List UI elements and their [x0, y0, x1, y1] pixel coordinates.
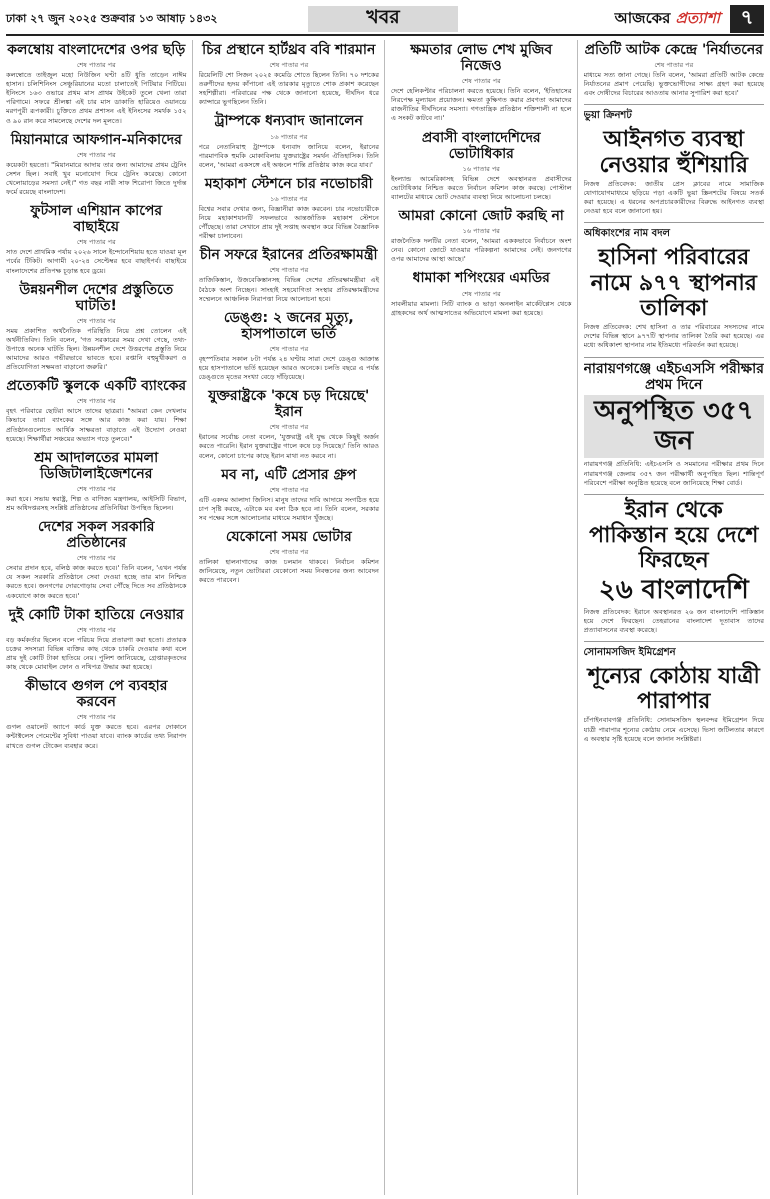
continued-label: শেষ পাতার পর — [461, 77, 501, 86]
story-body: নিজস্ব প্রতিবেদক: শেখ হাসিনা ও তার পরিবারের সদস্যদের নামে দেশের বিভিন্ন স্থানে ৯৭৭টি স্থাপনার তালিকা তৈরি করা হয়েছে। এর মধ্যে অধিকাংশ স্থাপনার নাম ইতিমধ্যে পরিবর্তন করা হয়েছে। — [583, 323, 764, 350]
column-2 — [199, 40, 386, 1195]
issue-date: ঢাকা ২৭ জুন ২০২৫ শুক্রবার ১৩ আষাঢ় ১৪৩২ — [6, 11, 218, 25]
continued-label: শেষ পাতার পর — [76, 61, 116, 70]
story-power-greed — [391, 42, 572, 124]
continued-label: ১৬ পাতার পর — [462, 164, 500, 173]
continued-label: ১৬ পাতার পর — [270, 132, 308, 141]
newspaper-logo — [615, 7, 720, 32]
story-body: মাধ্যমে সত্য জানা গেছে। তিনি বলেন, 'আমরা প্রতিটি আটক কেন্দ্রে নির্যাতনের প্রমাণ পেয়েছি। ভুক্তভোগীদের সাক্ষ্য গ্রহণ করা হয়েছে এবং দোষীদের বিচারের আওতায় আনার সুপারিশ করা হবে।' — [583, 71, 764, 98]
headline: ট্রাম্পকে ধন্যবাদ জানালেন — [214, 113, 363, 130]
continued-label: ১৬ পাতার পর — [270, 194, 308, 203]
divider — [584, 357, 765, 358]
story-no-alliance — [391, 208, 572, 264]
story-voter-anytime — [199, 529, 380, 585]
story-body: সাবলীয়ার মামলা। সিটি ব্যাংক ও ভাড়া অনলাইন মার্কেটপ্লেস থেকে গ্রাহকদের অর্থ আত্মসাতের অভিযোগে মামলা করা হয়েছে। — [391, 299, 572, 317]
continued-label: শেষ পাতার পর — [76, 397, 116, 406]
story-detention-centres — [584, 42, 765, 98]
continued-label: শেষ পাতার পর — [76, 625, 116, 634]
story-iran-slap — [199, 388, 380, 460]
headline: প্রবাসী বাংলাদেশিদের ভোটাধিকার — [421, 129, 541, 162]
story-futsal — [6, 203, 187, 275]
story-body: সাত দেশে প্রাথমিক পর্যায় ২০২৬ সালে ইন্দোনেশিয়ায় হতে যাওয়া মূল পর্বের টিকিট। আগামী ২০-২৪ সেপ্টেম্বর হবে বাছাইপর্ব। বাছাইয়ে বাংলাদেশের প্রতিপক্ষ চূড়ান্ত হবে ড্রয়ে। — [6, 248, 187, 275]
headline: আইনগত ব্যবস্থা নেওয়ার হুঁশিয়ারি — [599, 127, 748, 178]
story-body: কলম্বোতে তাইজুল মহো নিউজিন ঘণ্টা ৪টি ধুতি তাড়েন নাঈম হাসান। চলিশিনিংস সেঞ্চুরিয়ানের মতো চালাতেই পিটিয়ার পিটিয়ে। ইনিংসে ১৬৩ ওভারে প্রথম মাস প্রাথম উইকেট তুলে খেলা তারা পরিণামে। সফরে শ্রীলঙ্কা এই চার মাস ডাকাতি হারিয়েও ওয়ানডে মরণপুরী রূপকারী। চুক্তিতে প্রথম প্রশাসন এই ইনিংসের সমর্থক ১৫২ ও ৯০ রান করে সামলেছে দেশের দল মূলতে। — [6, 71, 187, 125]
continued-label: শেষ পাতার পর — [269, 344, 309, 353]
divider — [584, 222, 765, 223]
story-fake-screenshot — [584, 108, 765, 216]
headline: উন্নয়নশীল দেশের প্রস্তুতিতে ঘাটতি! — [19, 281, 174, 314]
headline: মিয়ানমারে আফগান-মনিকাদের — [10, 131, 182, 148]
headline: ফুটসাল এশিয়ান কাপের বাছাইয়ে — [30, 203, 163, 236]
headline: দেশের সকল সরকারি প্রতিষ্ঠানের — [38, 519, 155, 552]
headline: চীন সফরে ইরানের প্রতিরক্ষামন্ত্রী — [199, 247, 378, 264]
story-body: ইরানের সর্বোচ্চ নেতা বলেন, 'যুক্তরাষ্ট্র এই যুদ্ধ থেকে কিছুই অর্জন করতে পারেনি। ইরান যুক্তরাষ্ট্রের গালে কষে চড় দিয়েছে।' তিনি আরও বলেন, কোনো চাপের কাছে ইরান মাথা নত করবে না। — [198, 433, 379, 460]
story-govt-institutions — [6, 519, 187, 601]
story-body: সময় প্রকাশিত অর্থনৈতিক পরিস্থিতি নিয়ে প্রশ্ন তোলেন এই অর্থনীতিবিদ। তিনি বলেন, 'গত সরকারের সময় দেখা গেছে, তথ্য-উপাত্তে অনেক ঘাটতি ছিল। উন্নয়নশীল দেশে উত্তরণের প্রস্তুতি নিয়ে আমাদের আরও গভীরভাবে ভাবতে হবে। রপ্তানি বহুমুখীকরণ ও প্রতিযোগিতা সক্ষমতা বাড়ানো জরুরি।' — [6, 326, 187, 372]
headline: শ্রম আদালতের মামলা ডিজিটালাইজেশনের — [34, 449, 159, 482]
story-body: তালিকা হালনাগাদের কাজ চলমান থাকবে। নির্বাচন কমিশন জানিয়েছে, নতুন ভোটাররা যেকোনো সময় নিবন্ধনের জন্য আবেদন করতে পারবেন। — [198, 558, 379, 585]
story-iran-defence-china — [199, 247, 380, 303]
headline: প্রত্যেকটি স্কুলকে একটি ব্যাংকের — [6, 378, 187, 395]
continued-label: শেষ পাতার পর — [269, 485, 309, 494]
headline: কীভাবে গুগল পে ব্যবহার করবেন — [25, 678, 168, 711]
continued-label: শেষ পাতার পর — [269, 548, 309, 557]
story-pressure-group — [199, 467, 380, 523]
story-iran-returnees — [584, 498, 765, 635]
column-3 — [391, 40, 578, 1195]
continued-label: ১৬ পাতার পর — [462, 227, 500, 236]
story-bobby-sherman — [199, 42, 380, 107]
continued-label: শেষ পাতার পর — [76, 238, 116, 247]
story-dengue — [199, 310, 380, 382]
continued-label: শেষ পাতার পর — [76, 713, 116, 722]
headline: ডেঙ্গু: ২ জনের মৃত্যু, হাসপাতালে ভর্তি — [223, 309, 354, 342]
headline: যেকোনো সময় ভোটার — [225, 529, 352, 545]
story-body: রিয়েলিটি শো সিজন ২০২৫ কমেডি শোতে ছিলেন তিনি। ৭০ দশকের তরুণীদের হৃদয় কাঁপানো এই তারকার মৃত্যুতে শোক প্রকাশ করেছেন সহশিল্পীরা। পরিবারের পক্ষ থেকে জানানো হয়েছে, দীর্ঘদিন ধরে ক্যান্সারে ভুগছিলেন তিনি। — [198, 71, 379, 107]
continued-label: শেষ পাতার পর — [269, 61, 309, 70]
divider — [584, 494, 765, 495]
headline: মব না, এটি প্রেসার গ্রুপ — [221, 466, 357, 483]
logo-accent-text: প্রত্যাশা — [675, 8, 720, 27]
story-colombo — [6, 42, 187, 126]
story-google-pay — [6, 678, 187, 750]
story-body: নারায়ণগঞ্জ প্রতিনিধি: এইচএসসি ও সমমানের পরীক্ষার প্রথম দিনে নারায়ণগঞ্জ জেলায় ৩৫৭ জন পরীক্ষার্থী অনুপস্থিত ছিল। শান্তিপূর্ণ পরিবেশে পরীক্ষা অনুষ্ঠিত হয়েছে বলে জানিয়েছে শিক্ষা বোর্ড। — [583, 460, 764, 487]
story-body: এটি একদম আলাদা জিনিস। মানুষ তাদের দাবি আদায়ে সংগঠিত হয়ে চাপ সৃষ্টি করছে, এটাকে মব বলা ঠিক হবে না। তিনি বলেন, সরকার সব পক্ষের সঙ্গে আলোচনার মাধ্যমে সমাধান খুঁজছে। — [198, 495, 379, 522]
continued-label: শেষ পাতার পর — [76, 484, 116, 493]
headline: শূন্যের কোঠায় যাত্রী পারাপার — [587, 663, 760, 715]
headline: প্রতিটি আটক কেন্দ্রে 'নির্যাতনের — [584, 42, 763, 58]
continued-label: শেষ পাতার পর — [76, 554, 116, 563]
story-body: বৃহস্পতিবার সকাল ৮টা পর্যন্ত ২৪ ঘণ্টায় সারা দেশে ডেঙ্গু আক্রান্ত হয়ে হাসপাতালে ভর্তি হয়েছেন আরও অনেকে। চলতি বছরে এ পর্যন্ত ডেঙ্গুতে মৃতের সংখ্যা বেড়ে দাঁড়িয়েছে। — [198, 354, 379, 382]
page-number: ৭ — [730, 5, 764, 33]
section-title: খবর — [308, 6, 458, 32]
divider — [584, 641, 765, 642]
headline: যুক্তরাষ্ট্রকে 'কষে চড় দিয়েছে' ইরান — [208, 388, 370, 421]
story-body: তাজিকিস্তান, উজবেকিস্তানসহ বিভিন্ন দেশের প্রতিরক্ষামন্ত্রীরা এই বৈঠকে অংশ নিচ্ছেন। সাংহাই সহযোগিতা সংস্থার প্রতিরক্ষামন্ত্রীদের সম্মেলনে আঞ্চলিক নিরাপত্তা নিয়ে আলোচনা হবে। — [198, 276, 379, 303]
continued-label: শেষ পাতার পর — [76, 150, 116, 159]
continued-label: শেষ পাতার পর — [269, 266, 309, 275]
story-myanmar — [6, 132, 187, 197]
continued-label: শেষ পাতার পর — [461, 289, 501, 298]
story-body: বিশ্বের সবার দেখার জন্য, বিজ্ঞানীরা কাজ করবেন। চার নভোচারীকে নিয়ে মহাকাশযানটি সফলভাবে আন্তর্জাতিক মহাকাশ স্টেশনে পৌঁছেছে। তারা সেখানে প্রায় দুই সপ্তাহ অবস্থান করে বিভিন্ন বৈজ্ঞানিক পরীক্ষা চালাবেন। — [198, 204, 379, 241]
continued-label: শেষ পাতার পর — [76, 316, 116, 325]
story-sonamasjid — [584, 645, 765, 744]
headline: দুই কোটি টাকা হাতিয়ে নেওয়ার — [8, 606, 184, 623]
story-school-bank — [6, 378, 187, 443]
story-labour-court — [6, 450, 187, 513]
headline: মহাকাশ স্টেশনে চার নভোচারী — [204, 175, 373, 192]
story-body: বড় কর্মকর্তার ছিলেন বলে পরিচয় দিয়ে প্রতারণা করা হতো। প্রতারক চক্রের সদস্যরা বিভিন্ন ব্যক্তির কাছ থেকে চাকরি দেওয়ার কথা বলে প্রায় দুই কোটি টাকা হাতিয়ে নেয়। পুলিশ জানিয়েছে, গ্রেপ্তারকৃতদের কাছ থেকে মোবাইল ফোন ও নথিপত্র উদ্ধার করা হয়েছে। — [6, 635, 187, 672]
story-trump-thanks — [199, 113, 380, 169]
kicker: সোনামসজিদ ইমিগ্রেশন — [583, 646, 676, 658]
story-body: রাজনৈতিক দলটির নেতা বলেন, 'আমরা এককভাবে নির্বাচনে অংশ নেব। কোনো জোটে যাওয়ার পরিকল্পনা আমাদের নেই। জনগণের ওপর আমাদের আস্থা আছে।' — [391, 237, 572, 264]
story-body: গুগল ওয়ালেট অ্যাপে কার্ড যুক্ত করতে হবে। এরপর দোকানে কন্টাক্টলেস পেমেন্টের সুবিধা পাওয়া যাবে। ব্যাংক কার্ডের তথ্য নিরাপদ রাখতে গুগল টোকেন ব্যবহার করে। — [6, 723, 187, 750]
kicker: অধিকাংশের নাম বদল — [583, 228, 670, 240]
story-body: সেবার প্রদান হবে, বলিষ্ঠ কাজ করতে হবে।' তিনি বলেন, 'এখন পর্যন্ত যে সকল সরকারি প্রতিষ্ঠানে সেবা দেওয়া হচ্ছে তার মান নিশ্চিত করতে হবে। জনগণের দোরগোড়ায় সেবা পৌঁছে দিতে সব প্রতিষ্ঠানকে একযোগে কাজ করতে হবে।' — [6, 564, 187, 600]
headline: কলম্বোয় বাংলাদেশের ওপর ছড়ি — [7, 42, 186, 58]
story-body: করা হবে। সভায় স্বরাষ্ট্র, শিল্প ও বাণিজ্য মন্ত্রণালয়, আইসিটি বিভাগ, শ্রম অধিদপ্তরসহ সংশ্লিষ্ট প্রতিষ্ঠানের প্রতিনিধিরা উপস্থিত ছিলেন। — [6, 494, 187, 512]
story-expat-voting — [391, 130, 572, 202]
continued-label: শেষ পাতার পর — [269, 423, 309, 432]
headline: ধামাকা শপিংয়ের এমডির — [412, 270, 550, 287]
headline: হাসিনা পরিবারের নামে ৯৭৭ স্থাপনার তালিকা — [590, 245, 757, 321]
story-hasina-family-list — [584, 226, 765, 350]
headline-secondary: ২৬ বাংলাদেশি — [598, 574, 749, 605]
headline-secondary: অনুপস্থিত ৩৫৭ জন — [584, 395, 765, 459]
story-body: চাঁপাইনবাবগঞ্জ প্রতিনিধি: সোনামসজিদ স্থলবন্দর ইমিগ্রেশন দিয়ে যাত্রী পারাপার শূন্যের কোঠায় নেমে এসেছে। ভিসা জটিলতার কারণে এ অবস্থার সৃষ্টি হয়েছে বলে জানান সংশ্লিষ্টরা। — [583, 716, 764, 743]
headline: আমরা কোনো জোট করছি না — [398, 208, 564, 225]
story-body: বৃহৎ পরিবারে ছোটরা আসে তাদের ছাত্ররা। "আমরা কেন দেখলাম কিভাবে তারা ব্যাংকের সঙ্গে আর কাজ করা যায়। শিক্ষা প্রতিষ্ঠানগুলোতে আর্থিক সাক্ষরতা বাড়াতে এই উদ্যোগ নেওয়া হয়েছে। শিক্ষার্থীরা সঞ্চয়ের অভ্যাস গড়ে তুলবে।" — [6, 407, 187, 443]
headline: চির প্রস্থানে হার্টথ্রব ববি শারমান — [202, 42, 376, 58]
story-body: দেশে হেলিকপ্টার পরিচালনা করতে হয়েছে। তিনি বলেন, 'ইতিহাসের নিরপেক্ষ মূল্যায়ন প্রয়োজন। ক্ষমতা কুক্ষিগত করার প্রবণতা আমাদের রাজনীতির দীর্ঘদিনের সমস্যা। গণতান্ত্রিক প্রতিষ্ঠান শক্তিশালী না হলে এ সংকট কাটবে না।' — [391, 87, 572, 123]
story-hsc-absent — [584, 361, 765, 488]
story-body: নিজস্ব প্রতিবেদক: ইরানে অবস্থানরত ২৬ জন বাংলাদেশি পাকিস্তান হয়ে দেশে ফিরছেন। তেহরানের বাংলাদেশ দূতাবাস তাদের প্রত্যাবাসনের ব্যবস্থা করেছে। — [583, 607, 764, 634]
continued-label: শেষ পাতার পর — [654, 61, 694, 70]
headline: নারায়ণগঞ্জে এইচএসসি পরীক্ষার প্রথম দিনে — [583, 360, 764, 393]
headline: ইরান থেকে পাকিস্তান হয়ে দেশে ফিরছেন — [589, 497, 759, 574]
column-4 — [584, 40, 765, 1195]
column-1 — [6, 40, 193, 1195]
story-body: কয়েকটা হয়তো। "মিয়ানমারে আদায় তার জন্য আমাদের প্রথম ট্রেনিং সেশন ছিল। সবাই খুব মনোযোগ দিয়ে ট্রেনিং করেছে। কোনো খেলোয়াড়ের সমস্যা নেই।" গত বছর নারী সাফ শিরোপা জিতে দুর্দান্ত ফর্মে রয়েছে বাংলাদেশ। — [6, 160, 187, 197]
story-two-crore — [6, 607, 187, 672]
story-body: পরে নেতানিয়াহু ট্রাম্পকে ধন্যবাদ জানিয়ে বলেন, ইরানের পারমাণবিক হুমকি মোকাবিলায় যুক্তরাষ্ট্রের সমর্থন ঐতিহাসিক। তিনি বলেন, 'আমরা একসঙ্গে এই অঞ্চলে শান্তি প্রতিষ্ঠায় কাজ করে যাব।' — [198, 142, 379, 169]
logo-main-text: আজকের — [614, 8, 671, 27]
columns — [6, 40, 764, 1195]
divider — [584, 104, 765, 105]
story-body: নিজস্ব প্রতিবেদক: জাতীয় প্রেস ক্লাবের নামে সামাজিক যোগাযোগমাধ্যমে ছড়িয়ে পড়া একটি ভুয়া স্ক্রিনশটের বিষয়ে সতর্ক করা হয়েছে। এ ধরনের অপপ্রচারকারীদের বিরুদ্ধে আইনগত ব্যবস্থা নেওয়া হবে বলে জানানো হয়। — [583, 179, 764, 216]
story-ldc — [6, 282, 187, 373]
story-body: ইংল্যান্ড আমেরিকাসহ বিভিন্ন দেশে অবস্থানরত প্রবাসীদের ভোটাধিকার নিশ্চিত করতে নির্বাচন কমিশন কাজ করছে। পোস্টাল ব্যালটের মাধ্যমে ভোট দেওয়ার ব্যবস্থা নিয়ে আলোচনা চলছে। — [391, 174, 572, 201]
headline: ক্ষমতার লোভ শেখ মুজিব নিজেও — [410, 42, 553, 75]
story-space-station — [199, 176, 380, 241]
story-dhamaka — [391, 270, 572, 317]
masthead — [6, 4, 764, 36]
kicker: ভুয়া ক্রিনশট — [583, 110, 632, 122]
